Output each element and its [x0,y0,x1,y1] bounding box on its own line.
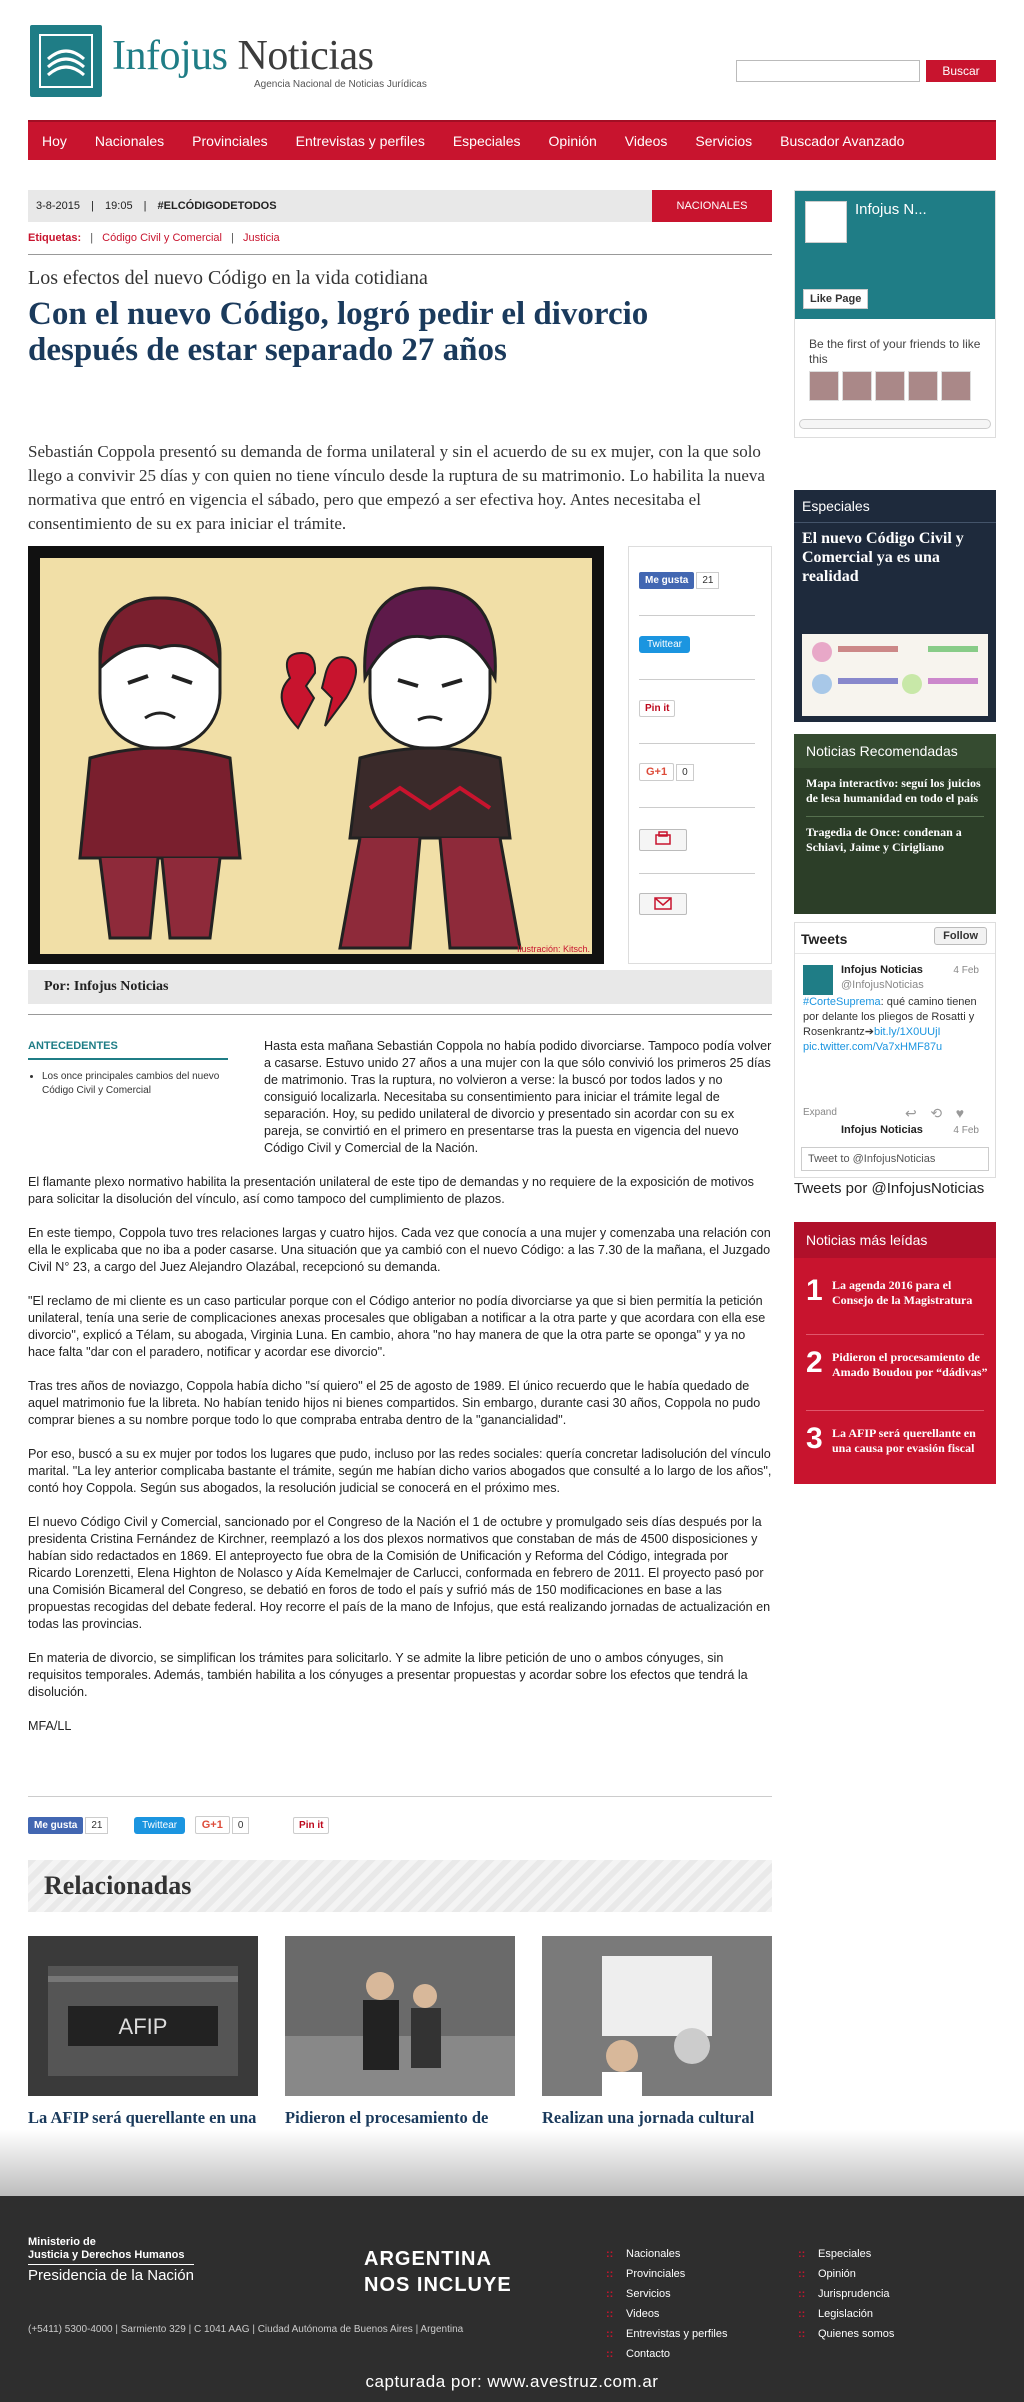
article-lead: Sebastián Coppola presentó su demanda de forma unilateral y sin el acuerdo de su ex mujer, con la que solo llego a convivir 25 días y con quien no tiene vínculo desde la ruptura de su matrimonio. Lo habilita la nueva normativa que entró en vigencia el sábado, pero que empezó a ser efectiva hoy. Antes necesitaba el consentimiento de su ex para iniciar el trámite. [28,442,765,533]
body-paragraph: El flamante plexo normativo habilita la presentación unilateral de este tipo de demandas y no requiere de la exposición de motivos para solicitar la disolución del vínculo, así como tampoco del cumplimiento de plazos. [28,1175,754,1206]
tweet-date[interactable]: 4 Feb [953,1125,979,1136]
nav-item-nacionales[interactable]: Nacionales [94,133,165,149]
pinit-button[interactable]: Pin it [293,1817,329,1834]
body-paragraph: Por eso, buscó a su ex mujer por todos los lugares que pudo, incluso por las redes sociales: quería concretar ladisolución del vínculo marital. "La ley anterior complicaba bastante el trámite, según me habían dicho varios abogados que consulté a lo largo de los años", contó hoy Coppola. Según sus abogados, la resolución judicial se conocerá en el próximo mes. [28,1447,772,1495]
site-subtitle: Agencia Nacional de Noticias Jurídicas [254,79,427,90]
avatar[interactable] [941,371,971,401]
tweets-by-link[interactable]: Tweets por @InfojusNoticias [794,1180,985,1197]
footer-address: (+5411) 5300-4000 | Sarmiento 329 | C 1041 AAG | Ciudad Autónoma de Buenos Aires | Argentina [28,2324,464,2335]
related-headline[interactable]: Pidieron el procesamiento de [285,2108,489,2127]
facebook-widget [794,190,996,438]
footer-links-col1 [606,2244,727,2364]
recomendadas-title: Noticias Recomendadas [794,734,996,768]
antecedentes-title: ANTECEDENTES [28,1040,228,1060]
article-body [28,1038,772,1752]
tweets-title: Tweets [801,931,848,947]
article-date: 3-8-2015 [36,200,81,212]
avatar[interactable] [842,371,872,401]
avatar[interactable] [875,371,905,401]
mas-leidas-link[interactable]: La AFIP será querellante en una causa por evasión fiscal [832,1426,976,1455]
footer-link[interactable]: :: Servicios [606,2284,727,2304]
divider [28,254,772,255]
site-header [28,22,996,102]
search-button[interactable]: Buscar [926,60,996,82]
footer-link[interactable]: :: Legislación [798,2304,894,2324]
tweet-handle: @InfojusNoticias [841,979,924,991]
fb-count: 21 [85,1817,108,1834]
tweet-actions [905,1105,964,1122]
footer-links-col2 [798,2244,894,2344]
fb-like-button[interactable]: Me gusta [28,1817,83,1834]
tags-label: Etiquetas: [28,232,82,244]
svg-text:AFIP: AFIP [118,2014,168,2039]
related-image[interactable] [28,1936,258,2096]
reply-icon[interactable]: ↩ [905,1105,917,1121]
fb-friends-text: Be the first of your friends to like this [809,337,981,366]
divorce-illustration [40,558,592,954]
fb-count: 21 [696,572,719,589]
search-input[interactable] [736,60,920,82]
ministerio-logo[interactable]: Ministerio de Justicia y Derechos Humanos [28,2236,185,2261]
body-paragraph: El nuevo Código Civil y Comercial, sancionado por el Congreso de la Nación el 1 de octubre y promulgado seis días después por la presidenta Cristina Fernández de Kirchner, reemplazó a los dos plexos normativos que constaban de más de 4500 disposiciones y habían sido redactados en 1869. El anteproyecto fue obra de la Comisión de Unificación y Reforma del Código, integrada por Ricardo Lorenzetti, Elena Highton de Nolasco y Aída Kemelmajer de Carlucci, conformada en febrero de 2011. El proyecto pasó por una Comisión Bicameral del Congreso, se debatió en foros de todo el país y sufrió más de 150 modificaciones en base a las propuestas recogidas del debate federal. Hoy recorre el país de la mano de Infojus, que está realizando jornadas de actualización en todas las provincias. [28,1515,771,1631]
tags-row: Etiquetas: | Código Civil y Comercial | Justicia [28,232,280,244]
tweet-text: : qué camino tienen por delante los pliegos de Rosatti y Rosenkrantz➔ [803,996,977,1038]
article-image [28,546,604,964]
body-paragraph: "El reclamo de mi cliente es un caso particular porque con el Código anterior no podía divorciarse ya que si bien permitía la petición unilateral, tenía una serie de complicaciones anexas procesales que obligaban a notificar a la otra parte y que acordara con ella ese divorcio", explicó a Télam, su abogada, Virginia Luna. En cambio, ahora "no hay manera de que la otra parte se oponga" y ya no hace falta "dar con el paradero, notificar y acordar ese divorcio". [28,1294,766,1359]
antecedentes-box [28,1040,228,1098]
rank-number: 3 [806,1422,823,1455]
gplus-count: 0 [676,764,694,781]
related-headline[interactable]: Realizan una jornada cultural [542,2108,755,2127]
fb-page-name[interactable]: Infojus N... [855,201,927,218]
argentina-logo[interactable]: ARGENTINA NOS INCLUYE [364,2248,512,2296]
tweet-link[interactable]: pic.twitter.com/Va7xHMF87u [803,1041,943,1053]
footer-link[interactable]: :: Quienes somos [798,2324,894,2344]
nav-item-provinciales[interactable]: Provinciales [192,133,268,149]
footer-link[interactable]: :: Especiales [798,2244,894,2264]
avatar[interactable] [908,371,938,401]
especiales-box[interactable] [794,490,996,722]
fb-friend-avatars [809,371,971,401]
logo-icon[interactable] [30,25,102,97]
body-paragraph: En materia de divorcio, se simplifican los trámites para solicitarlo. Y se admite la libre petición de uno o ambos cónyuges, sin requisitos temporales. Además, también habilita a los cónyuges a presentar propuestas y acordar sobre los efectos que tendrá la disolución. [28,1651,748,1699]
especiales-headline[interactable]: El nuevo Código Civil y Comercial ya es una realidad [802,530,964,585]
fb-scrollbar[interactable] [799,419,991,429]
fb-like-page-button[interactable]: Like Page [803,289,868,309]
print-icon[interactable] [639,829,687,851]
article-kicker: Los efectos del nuevo Código en la vida cotidiana [28,267,428,289]
footer-link[interactable]: :: Nacionales [606,2244,727,2264]
tweet-link[interactable]: bit.ly/1X0UUjI [873,1026,941,1038]
section-button[interactable]: NACIONALES [652,190,772,222]
article-headline: Con el nuevo Código, logró pedir el divorcio después de estar separado 27 años [28,296,649,368]
tweet-to-input[interactable]: Tweet to @InfojusNoticias [801,1147,989,1171]
image-credit: Ilustración: Kitsch. [516,944,590,954]
share-column [628,546,772,964]
tweet-author[interactable]: Infojus Noticias [841,1124,923,1136]
related-headline[interactable]: La AFIP será querellante en una [28,2108,257,2127]
nav-item-buscador[interactable]: Buscador Avanzado [780,133,905,149]
favorite-icon[interactable]: ♥ [955,1105,965,1121]
footer-link[interactable]: :: Contacto [606,2344,727,2364]
fb-like-button[interactable]: Me gusta [639,572,694,589]
article-author: Por: Infojus Noticias [28,970,772,1004]
mas-leidas-title: Noticias más leídas [794,1222,996,1258]
mas-leidas-box [794,1222,996,1484]
article-hashtag[interactable]: #ELCÓDIGODETODOS [157,200,277,212]
twitter-widget [794,922,996,1178]
antecedentes-link[interactable]: • Los once principales cambios del nuevo Código Civil y Comercial [42,1070,228,1098]
capture-watermark: capturada por: www.avestruz.com.ar [365,2372,659,2391]
especiales-title: Especiales [794,490,996,523]
recomendada-link[interactable]: Tragedia de Once: condenan a Schiavi, Jaime y Cirigliano [806,825,962,854]
tweet-author[interactable]: Infojus Noticias [841,964,923,976]
footer-link[interactable]: :: Jurisprudencia [798,2284,894,2304]
divider [28,1796,772,1797]
divider [28,1014,772,1015]
main-nav [28,120,996,160]
tweet-button[interactable]: Twittear [639,636,690,653]
tweet-item[interactable] [803,1123,979,1138]
tweet-item[interactable] [803,963,979,1055]
avatar[interactable] [803,965,833,995]
body-paragraph: Tras tres años de noviazgo, Coppola había dicho "sí quiero" el 25 de agosto de 1989. El único recuerdo que le había quedado de aquel matrimonio fue la libreta. No habían tenido hijos ni bienes compartidos. Sin embargo, durante casi 30 años, Coppola no pudo comprar bienes a su nombre porque todo lo que compraba entraba dentro de la "ganancialidad". [28,1379,761,1427]
rank-number: 1 [806,1274,823,1307]
footer-link[interactable]: :: Videos [606,2304,727,2324]
body-paragraph: Hasta esta mañana Sebastián Coppola no había podido divorciarse. Tampoco podía volver a casarse. Estuvo unido 27 años a una mujer con la que sólo convivió los primeros 25 días de matrimonio. Tras la ruptura, no volvieron a verse: la buscó por todos lados y no consiguió localizarla. Necesitaba su consentimiento para iniciar el trámite legal de separación. Hoy, su pedido unilateral de divorcio y presentado sin acordar con su ex pareja, se convirtió en el primero en presentarse tras la puesta en vigencia del nuevo Código Civil y Comercial de la Nación. [264,1039,772,1155]
related-card[interactable] [28,1936,258,2146]
mas-leidas-link[interactable]: Pidieron el procesamiento de Amado Boudou por “dádivas” [832,1350,988,1379]
nav-item-entrevistas[interactable]: Entrevistas y perfiles [295,133,425,149]
footer-link[interactable]: :: Provinciales [606,2264,727,2284]
gplus-button[interactable]: G+1 [639,763,674,781]
footer-link[interactable]: :: Entrevistas y perfiles [606,2324,727,2344]
tweet-button[interactable]: Twittear [134,1817,185,1834]
nav-item-hoy[interactable]: Hoy [42,133,67,149]
twitter-follow-button[interactable]: Follow [934,927,987,945]
nav-item-especiales[interactable]: Especiales [452,133,521,149]
retweet-icon[interactable]: ⟲ [930,1105,943,1121]
site-title[interactable]: Infojus Noticias [112,33,374,79]
body-signature: MFA/LL [28,1719,72,1733]
related-title: Relacionadas [28,1860,772,1912]
related-image[interactable] [285,1936,515,2096]
presidencia-logo[interactable]: Presidencia de la Nación [28,2264,194,2284]
share-row-bottom [28,1816,772,1840]
nav-item-opinion[interactable]: Opinión [548,133,597,149]
rank-number: 2 [806,1346,823,1379]
article-time: 19:05 [105,200,133,212]
body-paragraph: En este tiempo, Coppola tuvo tres relaciones largas y cuatro hijos. Cada vez que conocía a una mujer y comenzaba una relación con ella le explicaba que no iba a poder casarse. Una situación que ya cambió con el nuevo Código: a las 7.30 de la mañana, el Juzgado Civil N° 23, a cargo del Juez Alejandro Olazábal, recepcionó su demanda. [28,1226,771,1274]
related-card[interactable] [542,1936,772,2146]
tag-link[interactable]: Código Civil y Comercial [102,232,222,244]
article-meta-bar: 3-8-2015 | 19:05 | #ELCÓDIGODETODOS NACIONALES [28,190,772,222]
recomendadas-box [794,734,996,914]
avatar[interactable] [809,371,839,401]
especiales-image[interactable] [802,634,988,716]
email-icon[interactable] [639,893,687,915]
nav-item-videos[interactable]: Videos [624,133,668,149]
tweet-expand[interactable]: Expand [803,1107,837,1118]
nav-item-servicios[interactable]: Servicios [695,133,753,149]
tweet-date[interactable]: 4 Feb [953,965,979,976]
mas-leidas-link[interactable]: La agenda 2016 para el Consejo de la Magistratura [832,1278,973,1307]
gplus-button[interactable]: G+1 [195,1816,230,1834]
recomendada-link[interactable]: Mapa interactivo: seguí los juicios de lesa humanidad en todo el país [806,776,981,805]
related-image[interactable] [542,1936,772,2096]
footer-link[interactable]: :: Opinión [798,2264,894,2284]
pinit-button[interactable]: Pin it [639,700,675,717]
tag-link[interactable]: Justicia [242,232,280,244]
tweet-hashtag[interactable]: #CorteSuprema [803,996,881,1008]
related-card[interactable] [285,1936,515,2146]
gplus-count: 0 [232,1817,250,1834]
